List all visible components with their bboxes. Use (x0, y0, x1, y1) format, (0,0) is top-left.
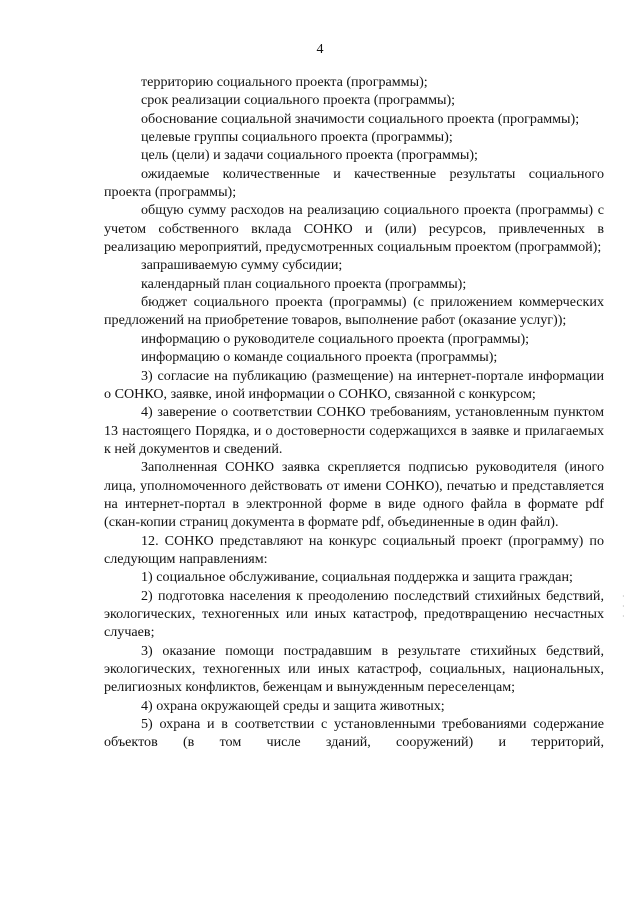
paragraph: 3) оказание помощи пострадавшим в результате стихийных бедствий, экологических, техногенных или иных катастроф, социальных, национальных, религиозных конфликтов, беженцам и вынужденным переселенцам; (104, 642, 604, 696)
page-number: 4 (316, 42, 324, 57)
paragraph: цель (цели) и задачи социального проекта (программы); (141, 147, 478, 164)
paragraph: бюджет социального проекта (программы) (с приложением коммерческих предложений на приобретение товаров, выполнение работ (оказание услуг)); (104, 294, 604, 329)
paragraph: 2) подготовка населения к преодолению последствий стихийных бедствий, экологических, техногенных или иных катастроф, предотвращению несчастных случаев; (104, 587, 604, 641)
paragraph: срок реализации социального проекта (программы); (141, 92, 456, 109)
paragraph: территорию социального проекта (программы); (141, 74, 428, 90)
paragraph: информацию о руководителе социального проекта (программы); (141, 330, 530, 347)
paragraph: информацию о команде социального проекта (программы); (141, 349, 498, 366)
paragraph: 4) охрана окружающей среды и защита животных; (141, 697, 445, 714)
paragraph: общую сумму расходов на реализацию социального проекта (программы) с учетом собственного вклада СОНКО и (или) ресурсов, привлеченных в реализацию мероприятий, предусмотренных социальным проектом (программой); (104, 202, 604, 256)
paragraph: 3) согласие на публикацию (размещение) на интернет-портале информации о СОНКО, заявке, иной информации о СОНКО, связанной с конкурсом; (104, 367, 604, 402)
paragraph: запрашиваемую сумму субсидии; (141, 257, 343, 274)
paragraph: обоснование социальной значимости социального проекта (программы); (141, 110, 580, 127)
paragraph: целевые группы социального проекта (программы); (141, 129, 453, 146)
paragraph: 5) охрана и в соответствии с установленными требованиями содержание объектов (в том числе зданий, сооружений) и территорий, (104, 716, 604, 751)
paragraph: ожидаемые количественные и качественные результаты социального проекта (программы); (104, 165, 604, 201)
scan-margin-mark: · · · (622, 592, 626, 621)
paragraph: 1) социальное обслуживание, социальная поддержка и защита граждан; (141, 569, 573, 586)
document-body (104, 73, 604, 752)
paragraph: Заполненная СОНКО заявка скрепляется подписью руководителя (иного лица, уполномоченного действовать от имени СОНКО), печатью и представляется на интернет-портал в электронной форме в виде одного файла в формате pdf (скан-копии страниц документа в формате pdf, объединенные в один файл). (104, 459, 604, 531)
paragraph: календарный план социального проекта (программы); (141, 275, 467, 292)
paragraph: 4) заверение о соответствии СОНКО требованиям, установленным пунктом 13 настоящего Порядка, и о достоверности содержащихся в заявке и прилагаемых к ней документов и сведений. (104, 404, 604, 457)
paragraph: 12. СОНКО представляют на конкурс социальный проект (программу) по следующим направлениям: (104, 532, 604, 567)
